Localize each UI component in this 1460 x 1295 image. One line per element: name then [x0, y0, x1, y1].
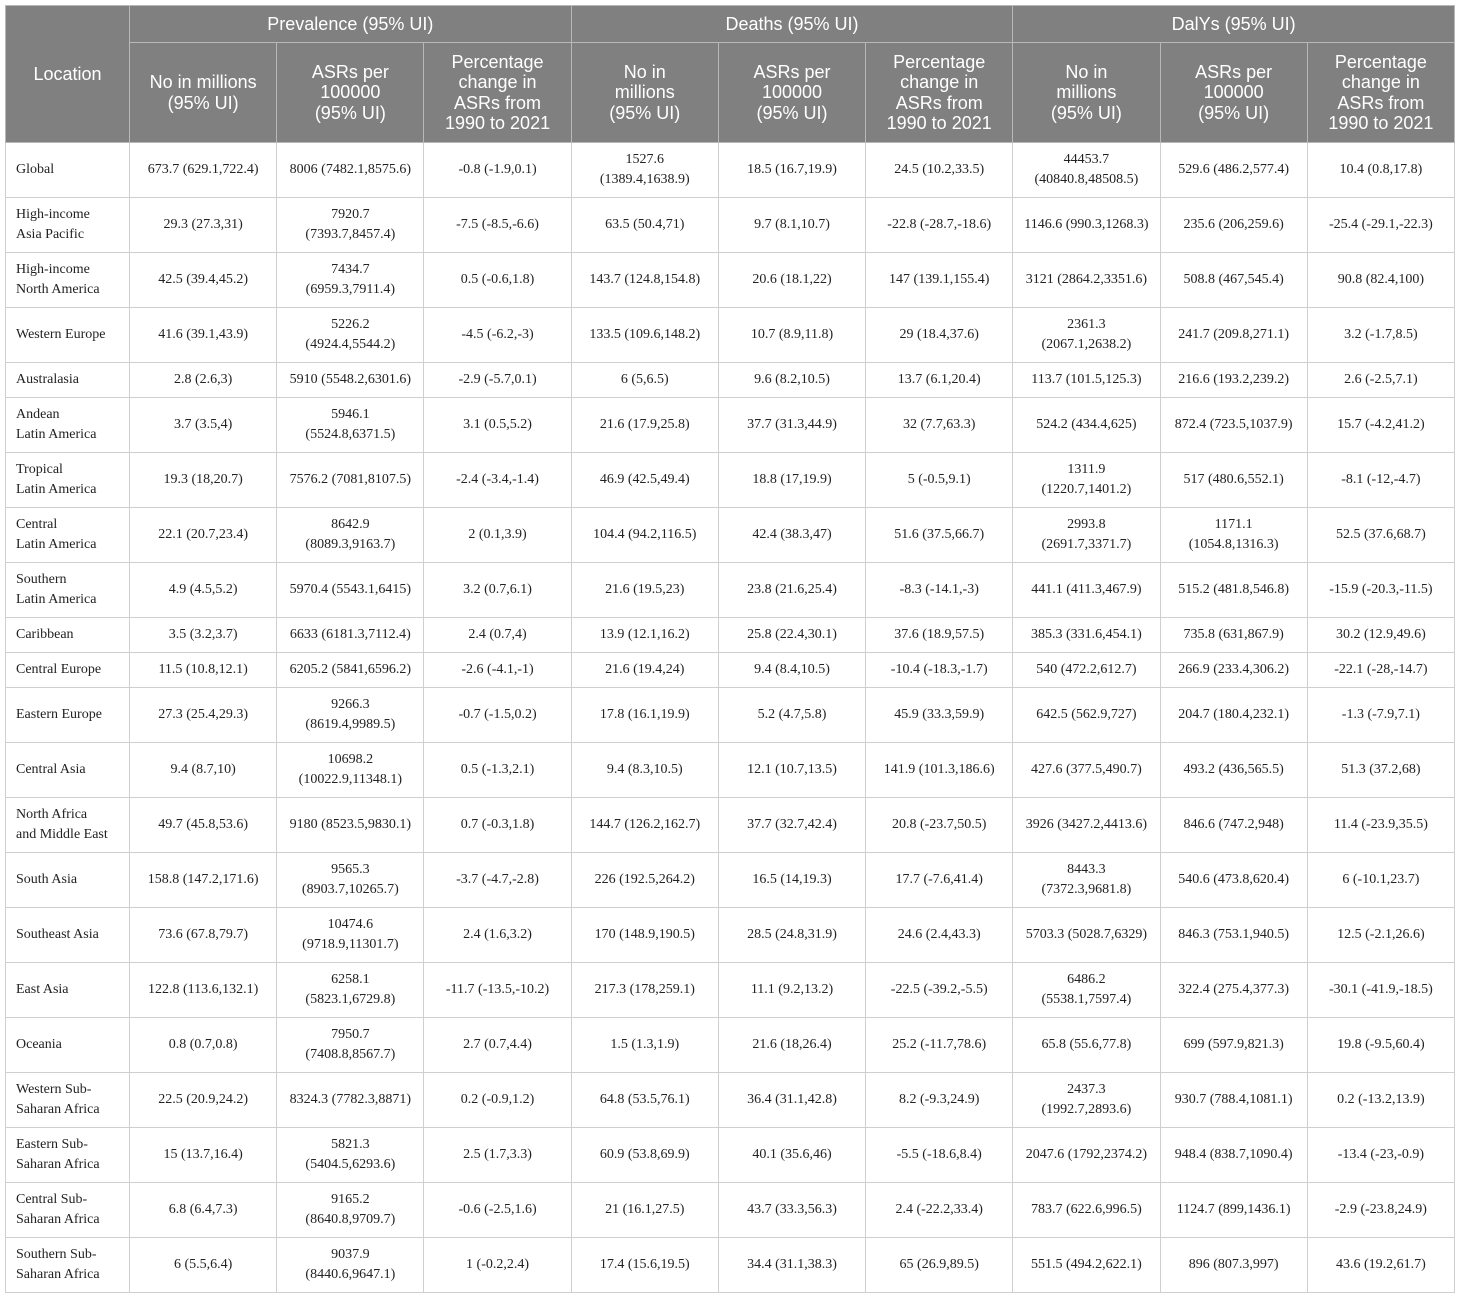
deaths-asr-cell: 23.8 (21.6,25.4): [718, 563, 865, 618]
location-cell: East Asia: [6, 963, 130, 1018]
prevalence-change-cell: -7.5 (-8.5,-6.6): [424, 198, 571, 253]
table-row: [6, 1128, 1455, 1183]
table-row: [6, 198, 1455, 253]
header-row-columns: [6, 43, 1455, 143]
deaths-number-cell: 21 (16.1,27.5): [571, 1183, 718, 1238]
deaths-number-cell: 60.9 (53.8,69.9): [571, 1128, 718, 1183]
table-row: [6, 653, 1455, 688]
table-row: [6, 453, 1455, 508]
dalys-number-cell: 1146.6 (990.3,1268.3): [1013, 198, 1160, 253]
deaths-change-cell: 51.6 (37.5,66.7): [866, 508, 1013, 563]
prevalence-asr-cell: 8006 (7482.1,8575.6): [277, 143, 424, 198]
prevalence-number-header: No in millions (95% UI): [130, 43, 277, 143]
dalys-change-cell: 30.2 (12.9,49.6): [1307, 618, 1454, 653]
prevalence-change-cell: 2.5 (1.7,3.3): [424, 1128, 571, 1183]
deaths-change-cell: -5.5 (-18.6,8.4): [866, 1128, 1013, 1183]
dalys-asr-cell: 1171.1 (1054.8,1316.3): [1160, 508, 1307, 563]
dalys-number-cell: 8443.3 (7372.3,9681.8): [1013, 853, 1160, 908]
prevalence-number-cell: 27.3 (25.4,29.3): [130, 688, 277, 743]
results-table: [5, 5, 1455, 1293]
deaths-asr-cell: 37.7 (31.3,44.9): [718, 398, 865, 453]
dalys-number-cell: 540 (472.2,612.7): [1013, 653, 1160, 688]
deaths-number-cell: 64.8 (53.5,76.1): [571, 1073, 718, 1128]
dalys-number-cell: 113.7 (101.5,125.3): [1013, 363, 1160, 398]
prevalence-asr-header: ASRs per 100000 (95% UI): [277, 43, 424, 143]
dalys-number-cell: 783.7 (622.6,996.5): [1013, 1183, 1160, 1238]
prevalence-change-cell: 2.4 (0.7,4): [424, 618, 571, 653]
dalys-asr-cell: 517 (480.6,552.1): [1160, 453, 1307, 508]
dalys-number-cell: 551.5 (494.2,622.1): [1013, 1238, 1160, 1293]
deaths-number-cell: 143.7 (124.8,154.8): [571, 253, 718, 308]
table-row: [6, 308, 1455, 363]
dalys-asr-cell: 241.7 (209.8,271.1): [1160, 308, 1307, 363]
deaths-asr-cell: 11.1 (9.2,13.2): [718, 963, 865, 1018]
table-row: [6, 853, 1455, 908]
deaths-change-cell: 37.6 (18.9,57.5): [866, 618, 1013, 653]
deaths-change-cell: 29 (18.4,37.6): [866, 308, 1013, 363]
location-cell: Central Asia: [6, 743, 130, 798]
deaths-header: Deaths (95% UI): [571, 6, 1013, 43]
prevalence-asr-cell: 9037.9 (8440.6,9647.1): [277, 1238, 424, 1293]
deaths-change-cell: 2.4 (-22.2,33.4): [866, 1183, 1013, 1238]
deaths-asr-cell: 34.4 (31.1,38.3): [718, 1238, 865, 1293]
prevalence-change-cell: 2 (0.1,3.9): [424, 508, 571, 563]
deaths-asr-header: ASRs per 100000 (95% UI): [718, 43, 865, 143]
dalys-header: DalYs (95% UI): [1013, 6, 1455, 43]
deaths-number-cell: 170 (148.9,190.5): [571, 908, 718, 963]
location-cell: High-income Asia Pacific: [6, 198, 130, 253]
deaths-asr-cell: 36.4 (31.1,42.8): [718, 1073, 865, 1128]
prevalence-change-header: Percentage change in ASRs from 1990 to 2021: [424, 43, 571, 143]
dalys-asr-cell: 948.4 (838.7,1090.4): [1160, 1128, 1307, 1183]
location-header: Location: [6, 6, 130, 143]
dalys-change-cell: 52.5 (37.6,68.7): [1307, 508, 1454, 563]
deaths-asr-cell: 20.6 (18.1,22): [718, 253, 865, 308]
prevalence-number-cell: 3.7 (3.5,4): [130, 398, 277, 453]
prevalence-asr-cell: 8642.9 (8089.3,9163.7): [277, 508, 424, 563]
dalys-number-cell: 3121 (2864.2,3351.6): [1013, 253, 1160, 308]
dalys-change-cell: 6 (-10.1,23.7): [1307, 853, 1454, 908]
prevalence-number-cell: 11.5 (10.8,12.1): [130, 653, 277, 688]
deaths-change-cell: -10.4 (-18.3,-1.7): [866, 653, 1013, 688]
location-cell: Oceania: [6, 1018, 130, 1073]
prevalence-change-cell: -0.8 (-1.9,0.1): [424, 143, 571, 198]
location-cell: Western Europe: [6, 308, 130, 363]
dalys-change-cell: 2.6 (-2.5,7.1): [1307, 363, 1454, 398]
table-row: [6, 798, 1455, 853]
deaths-change-cell: -22.8 (-28.7,-18.6): [866, 198, 1013, 253]
deaths-number-cell: 63.5 (50.4,71): [571, 198, 718, 253]
deaths-change-cell: 45.9 (33.3,59.9): [866, 688, 1013, 743]
prevalence-change-cell: 2.4 (1.6,3.2): [424, 908, 571, 963]
dalys-change-cell: 3.2 (-1.7,8.5): [1307, 308, 1454, 363]
dalys-number-cell: 2437.3 (1992.7,2893.6): [1013, 1073, 1160, 1128]
location-cell: Andean Latin America: [6, 398, 130, 453]
dalys-change-cell: 15.7 (-4.2,41.2): [1307, 398, 1454, 453]
prevalence-number-cell: 42.5 (39.4,45.2): [130, 253, 277, 308]
deaths-number-cell: 217.3 (178,259.1): [571, 963, 718, 1018]
table-row: [6, 963, 1455, 1018]
deaths-asr-cell: 40.1 (35.6,46): [718, 1128, 865, 1183]
dalys-change-cell: 51.3 (37.2,68): [1307, 743, 1454, 798]
table-row: [6, 743, 1455, 798]
prevalence-number-cell: 15 (13.7,16.4): [130, 1128, 277, 1183]
dalys-number-cell: 3926 (3427.2,4413.6): [1013, 798, 1160, 853]
deaths-asr-cell: 18.5 (16.7,19.9): [718, 143, 865, 198]
deaths-asr-cell: 10.7 (8.9,11.8): [718, 308, 865, 363]
deaths-asr-cell: 12.1 (10.7,13.5): [718, 743, 865, 798]
deaths-number-cell: 21.6 (19.4,24): [571, 653, 718, 688]
prevalence-number-cell: 22.5 (20.9,24.2): [130, 1073, 277, 1128]
dalys-number-cell: 1311.9 (1220.7,1401.2): [1013, 453, 1160, 508]
dalys-number-cell: 5703.3 (5028.7,6329): [1013, 908, 1160, 963]
location-cell: Central Sub- Saharan Africa: [6, 1183, 130, 1238]
deaths-change-cell: 17.7 (-7.6,41.4): [866, 853, 1013, 908]
prevalence-number-cell: 73.6 (67.8,79.7): [130, 908, 277, 963]
prevalence-asr-cell: 7950.7 (7408.8,8567.7): [277, 1018, 424, 1073]
deaths-change-cell: 20.8 (-23.7,50.5): [866, 798, 1013, 853]
dalys-asr-cell: 204.7 (180.4,232.1): [1160, 688, 1307, 743]
deaths-asr-cell: 28.5 (24.8,31.9): [718, 908, 865, 963]
deaths-change-cell: 65 (26.9,89.5): [866, 1238, 1013, 1293]
dalys-change-cell: -13.4 (-23,-0.9): [1307, 1128, 1454, 1183]
prevalence-asr-cell: 9180 (8523.5,9830.1): [277, 798, 424, 853]
deaths-number-cell: 13.9 (12.1,16.2): [571, 618, 718, 653]
prevalence-asr-cell: 6633 (6181.3,7112.4): [277, 618, 424, 653]
deaths-change-cell: -22.5 (-39.2,-5.5): [866, 963, 1013, 1018]
location-cell: Tropical Latin America: [6, 453, 130, 508]
prevalence-asr-cell: 6258.1 (5823.1,6729.8): [277, 963, 424, 1018]
prevalence-number-cell: 29.3 (27.3,31): [130, 198, 277, 253]
dalys-number-cell: 642.5 (562.9,727): [1013, 688, 1160, 743]
prevalence-asr-cell: 5910 (5548.2,6301.6): [277, 363, 424, 398]
prevalence-number-cell: 19.3 (18,20.7): [130, 453, 277, 508]
deaths-change-header: Percentage change in ASRs from 1990 to 2021: [866, 43, 1013, 143]
prevalence-asr-cell: 10698.2 (10022.9,11348.1): [277, 743, 424, 798]
prevalence-number-cell: 158.8 (147.2,171.6): [130, 853, 277, 908]
prevalence-change-cell: -4.5 (-6.2,-3): [424, 308, 571, 363]
dalys-change-cell: 10.4 (0.8,17.8): [1307, 143, 1454, 198]
deaths-asr-cell: 5.2 (4.7,5.8): [718, 688, 865, 743]
table-row: [6, 1183, 1455, 1238]
dalys-change-cell: 11.4 (-23.9,35.5): [1307, 798, 1454, 853]
prevalence-change-cell: 0.2 (-0.9,1.2): [424, 1073, 571, 1128]
dalys-number-cell: 2361.3 (2067.1,2638.2): [1013, 308, 1160, 363]
location-cell: Southern Sub- Saharan Africa: [6, 1238, 130, 1293]
prevalence-asr-cell: 9165.2 (8640.8,9709.7): [277, 1183, 424, 1238]
deaths-number-cell: 17.4 (15.6,19.5): [571, 1238, 718, 1293]
deaths-number-cell: 17.8 (16.1,19.9): [571, 688, 718, 743]
dalys-number-cell: 44453.7 (40840.8,48508.5): [1013, 143, 1160, 198]
prevalence-asr-cell: 10474.6 (9718.9,11301.7): [277, 908, 424, 963]
dalys-change-cell: -25.4 (-29.1,-22.3): [1307, 198, 1454, 253]
prevalence-number-cell: 41.6 (39.1,43.9): [130, 308, 277, 363]
deaths-change-cell: 24.5 (10.2,33.5): [866, 143, 1013, 198]
prevalence-number-cell: 9.4 (8.7,10): [130, 743, 277, 798]
dalys-number-cell: 524.2 (434.4,625): [1013, 398, 1160, 453]
deaths-asr-cell: 21.6 (18,26.4): [718, 1018, 865, 1073]
deaths-number-cell: 144.7 (126.2,162.7): [571, 798, 718, 853]
dalys-change-cell: -1.3 (-7.9,7.1): [1307, 688, 1454, 743]
dalys-number-cell: 441.1 (411.3,467.9): [1013, 563, 1160, 618]
prevalence-number-cell: 122.8 (113.6,132.1): [130, 963, 277, 1018]
dalys-asr-cell: 846.6 (747.2,948): [1160, 798, 1307, 853]
location-cell: Central Latin America: [6, 508, 130, 563]
prevalence-change-cell: -0.7 (-1.5,0.2): [424, 688, 571, 743]
prevalence-change-cell: -2.6 (-4.1,-1): [424, 653, 571, 688]
deaths-asr-cell: 9.4 (8.4,10.5): [718, 653, 865, 688]
location-cell: Southern Latin America: [6, 563, 130, 618]
deaths-number-cell: 133.5 (109.6,148.2): [571, 308, 718, 363]
dalys-asr-cell: 699 (597.9,821.3): [1160, 1018, 1307, 1073]
deaths-number-cell: 46.9 (42.5,49.4): [571, 453, 718, 508]
table-row: [6, 253, 1455, 308]
table-row: [6, 618, 1455, 653]
dalys-asr-cell: 508.8 (467,545.4): [1160, 253, 1307, 308]
table-row: [6, 1238, 1455, 1293]
dalys-number-cell: 65.8 (55.6,77.8): [1013, 1018, 1160, 1073]
prevalence-number-cell: 3.5 (3.2,3.7): [130, 618, 277, 653]
prevalence-change-cell: 0.5 (-0.6,1.8): [424, 253, 571, 308]
location-cell: Central Europe: [6, 653, 130, 688]
prevalence-number-cell: 0.8 (0.7,0.8): [130, 1018, 277, 1073]
dalys-asr-cell: 322.4 (275.4,377.3): [1160, 963, 1307, 1018]
prevalence-change-cell: 0.5 (-1.3,2.1): [424, 743, 571, 798]
deaths-change-cell: 8.2 (-9.3,24.9): [866, 1073, 1013, 1128]
location-cell: Global: [6, 143, 130, 198]
prevalence-asr-cell: 7434.7 (6959.3,7911.4): [277, 253, 424, 308]
dalys-change-header: Percentage change in ASRs from 1990 to 2021: [1307, 43, 1454, 143]
dalys-asr-cell: 1124.7 (899,1436.1): [1160, 1183, 1307, 1238]
dalys-change-cell: -22.1 (-28,-14.7): [1307, 653, 1454, 688]
dalys-change-cell: -30.1 (-41.9,-18.5): [1307, 963, 1454, 1018]
deaths-asr-cell: 16.5 (14,19.3): [718, 853, 865, 908]
prevalence-change-cell: -2.9 (-5.7,0.1): [424, 363, 571, 398]
prevalence-asr-cell: 9266.3 (8619.4,9989.5): [277, 688, 424, 743]
prevalence-asr-cell: 7576.2 (7081,8107.5): [277, 453, 424, 508]
location-cell: High-income North America: [6, 253, 130, 308]
prevalence-number-cell: 2.8 (2.6,3): [130, 363, 277, 398]
dalys-asr-header: ASRs per 100000 (95% UI): [1160, 43, 1307, 143]
dalys-number-cell: 6486.2 (5538.1,7597.4): [1013, 963, 1160, 1018]
deaths-number-cell: 1527.6 (1389.4,1638.9): [571, 143, 718, 198]
deaths-number-header: No in millions (95% UI): [571, 43, 718, 143]
deaths-change-cell: 5 (-0.5,9.1): [866, 453, 1013, 508]
dalys-number-cell: 385.3 (331.6,454.1): [1013, 618, 1160, 653]
prevalence-change-cell: 3.2 (0.7,6.1): [424, 563, 571, 618]
location-cell: Western Sub- Saharan Africa: [6, 1073, 130, 1128]
deaths-asr-cell: 25.8 (22.4,30.1): [718, 618, 865, 653]
location-cell: Caribbean: [6, 618, 130, 653]
location-cell: Eastern Europe: [6, 688, 130, 743]
deaths-number-cell: 21.6 (19.5,23): [571, 563, 718, 618]
deaths-change-cell: 25.2 (-11.7,78.6): [866, 1018, 1013, 1073]
dalys-change-cell: 12.5 (-2.1,26.6): [1307, 908, 1454, 963]
location-cell: Southeast Asia: [6, 908, 130, 963]
location-cell: North Africa and Middle East: [6, 798, 130, 853]
prevalence-asr-cell: 5821.3 (5404.5,6293.6): [277, 1128, 424, 1183]
deaths-change-cell: 147 (139.1,155.4): [866, 253, 1013, 308]
dalys-asr-cell: 493.2 (436,565.5): [1160, 743, 1307, 798]
dalys-asr-cell: 540.6 (473.8,620.4): [1160, 853, 1307, 908]
dalys-change-cell: 0.2 (-13.2,13.9): [1307, 1073, 1454, 1128]
deaths-asr-cell: 9.6 (8.2,10.5): [718, 363, 865, 398]
dalys-change-cell: -2.9 (-23.8,24.9): [1307, 1183, 1454, 1238]
table-row: [6, 143, 1455, 198]
dalys-asr-cell: 266.9 (233.4,306.2): [1160, 653, 1307, 688]
prevalence-asr-cell: 7920.7 (7393.7,8457.4): [277, 198, 424, 253]
prevalence-header: Prevalence (95% UI): [130, 6, 572, 43]
table-row: [6, 363, 1455, 398]
prevalence-change-cell: -2.4 (-3.4,-1.4): [424, 453, 571, 508]
prevalence-asr-cell: 8324.3 (7782.3,8871): [277, 1073, 424, 1128]
dalys-change-cell: 19.8 (-9.5,60.4): [1307, 1018, 1454, 1073]
deaths-change-cell: 32 (7.7,63.3): [866, 398, 1013, 453]
prevalence-asr-cell: 9565.3 (8903.7,10265.7): [277, 853, 424, 908]
dalys-asr-cell: 529.6 (486.2,577.4): [1160, 143, 1307, 198]
prevalence-change-cell: 1 (-0.2,2.4): [424, 1238, 571, 1293]
deaths-number-cell: 6 (5,6.5): [571, 363, 718, 398]
table-row: [6, 508, 1455, 563]
header-row-groups: [6, 6, 1455, 43]
dalys-asr-cell: 735.8 (631,867.9): [1160, 618, 1307, 653]
prevalence-number-cell: 4.9 (4.5,5.2): [130, 563, 277, 618]
dalys-asr-cell: 872.4 (723.5,1037.9): [1160, 398, 1307, 453]
dalys-change-cell: -8.1 (-12,-4.7): [1307, 453, 1454, 508]
dalys-number-cell: 427.6 (377.5,490.7): [1013, 743, 1160, 798]
deaths-asr-cell: 9.7 (8.1,10.7): [718, 198, 865, 253]
dalys-change-cell: -15.9 (-20.3,-11.5): [1307, 563, 1454, 618]
deaths-asr-cell: 18.8 (17,19.9): [718, 453, 865, 508]
location-cell: Eastern Sub- Saharan Africa: [6, 1128, 130, 1183]
table-row: [6, 398, 1455, 453]
prevalence-asr-cell: 5946.1 (5524.8,6371.5): [277, 398, 424, 453]
dalys-asr-cell: 515.2 (481.8,546.8): [1160, 563, 1307, 618]
deaths-number-cell: 104.4 (94.2,116.5): [571, 508, 718, 563]
deaths-asr-cell: 37.7 (32.7,42.4): [718, 798, 865, 853]
table-row: [6, 563, 1455, 618]
prevalence-change-cell: 2.7 (0.7,4.4): [424, 1018, 571, 1073]
prevalence-asr-cell: 5970.4 (5543.1,6415): [277, 563, 424, 618]
table-row: [6, 688, 1455, 743]
deaths-asr-cell: 42.4 (38.3,47): [718, 508, 865, 563]
deaths-number-cell: 21.6 (17.9,25.8): [571, 398, 718, 453]
dalys-change-cell: 90.8 (82.4,100): [1307, 253, 1454, 308]
dalys-asr-cell: 216.6 (193.2,239.2): [1160, 363, 1307, 398]
prevalence-asr-cell: 5226.2 (4924.4,5544.2): [277, 308, 424, 363]
prevalence-change-cell: -3.7 (-4.7,-2.8): [424, 853, 571, 908]
dalys-number-cell: 2993.8 (2691.7,3371.7): [1013, 508, 1160, 563]
deaths-change-cell: -8.3 (-14.1,-3): [866, 563, 1013, 618]
prevalence-number-cell: 673.7 (629.1,722.4): [130, 143, 277, 198]
deaths-change-cell: 13.7 (6.1,20.4): [866, 363, 1013, 398]
table-header: [6, 6, 1455, 143]
prevalence-change-cell: -0.6 (-2.5,1.6): [424, 1183, 571, 1238]
location-cell: South Asia: [6, 853, 130, 908]
prevalence-number-cell: 6.8 (6.4,7.3): [130, 1183, 277, 1238]
prevalence-change-cell: 3.1 (0.5,5.2): [424, 398, 571, 453]
prevalence-change-cell: -11.7 (-13.5,-10.2): [424, 963, 571, 1018]
prevalence-number-cell: 22.1 (20.7,23.4): [130, 508, 277, 563]
dalys-number-header: No in millions (95% UI): [1013, 43, 1160, 143]
deaths-number-cell: 1.5 (1.3,1.9): [571, 1018, 718, 1073]
dalys-asr-cell: 846.3 (753.1,940.5): [1160, 908, 1307, 963]
table-body: [6, 143, 1455, 1293]
deaths-change-cell: 24.6 (2.4,43.3): [866, 908, 1013, 963]
table-row: [6, 1073, 1455, 1128]
table-row: [6, 908, 1455, 963]
prevalence-change-cell: 0.7 (-0.3,1.8): [424, 798, 571, 853]
prevalence-asr-cell: 6205.2 (5841,6596.2): [277, 653, 424, 688]
prevalence-number-cell: 49.7 (45.8,53.6): [130, 798, 277, 853]
dalys-asr-cell: 930.7 (788.4,1081.1): [1160, 1073, 1307, 1128]
deaths-change-cell: 141.9 (101.3,186.6): [866, 743, 1013, 798]
deaths-number-cell: 9.4 (8.3,10.5): [571, 743, 718, 798]
deaths-number-cell: 226 (192.5,264.2): [571, 853, 718, 908]
deaths-asr-cell: 43.7 (33.3,56.3): [718, 1183, 865, 1238]
dalys-change-cell: 43.6 (19.2,61.7): [1307, 1238, 1454, 1293]
dalys-number-cell: 2047.6 (1792,2374.2): [1013, 1128, 1160, 1183]
prevalence-number-cell: 6 (5.5,6.4): [130, 1238, 277, 1293]
dalys-asr-cell: 896 (807.3,997): [1160, 1238, 1307, 1293]
table-row: [6, 1018, 1455, 1073]
dalys-asr-cell: 235.6 (206,259.6): [1160, 198, 1307, 253]
location-cell: Australasia: [6, 363, 130, 398]
